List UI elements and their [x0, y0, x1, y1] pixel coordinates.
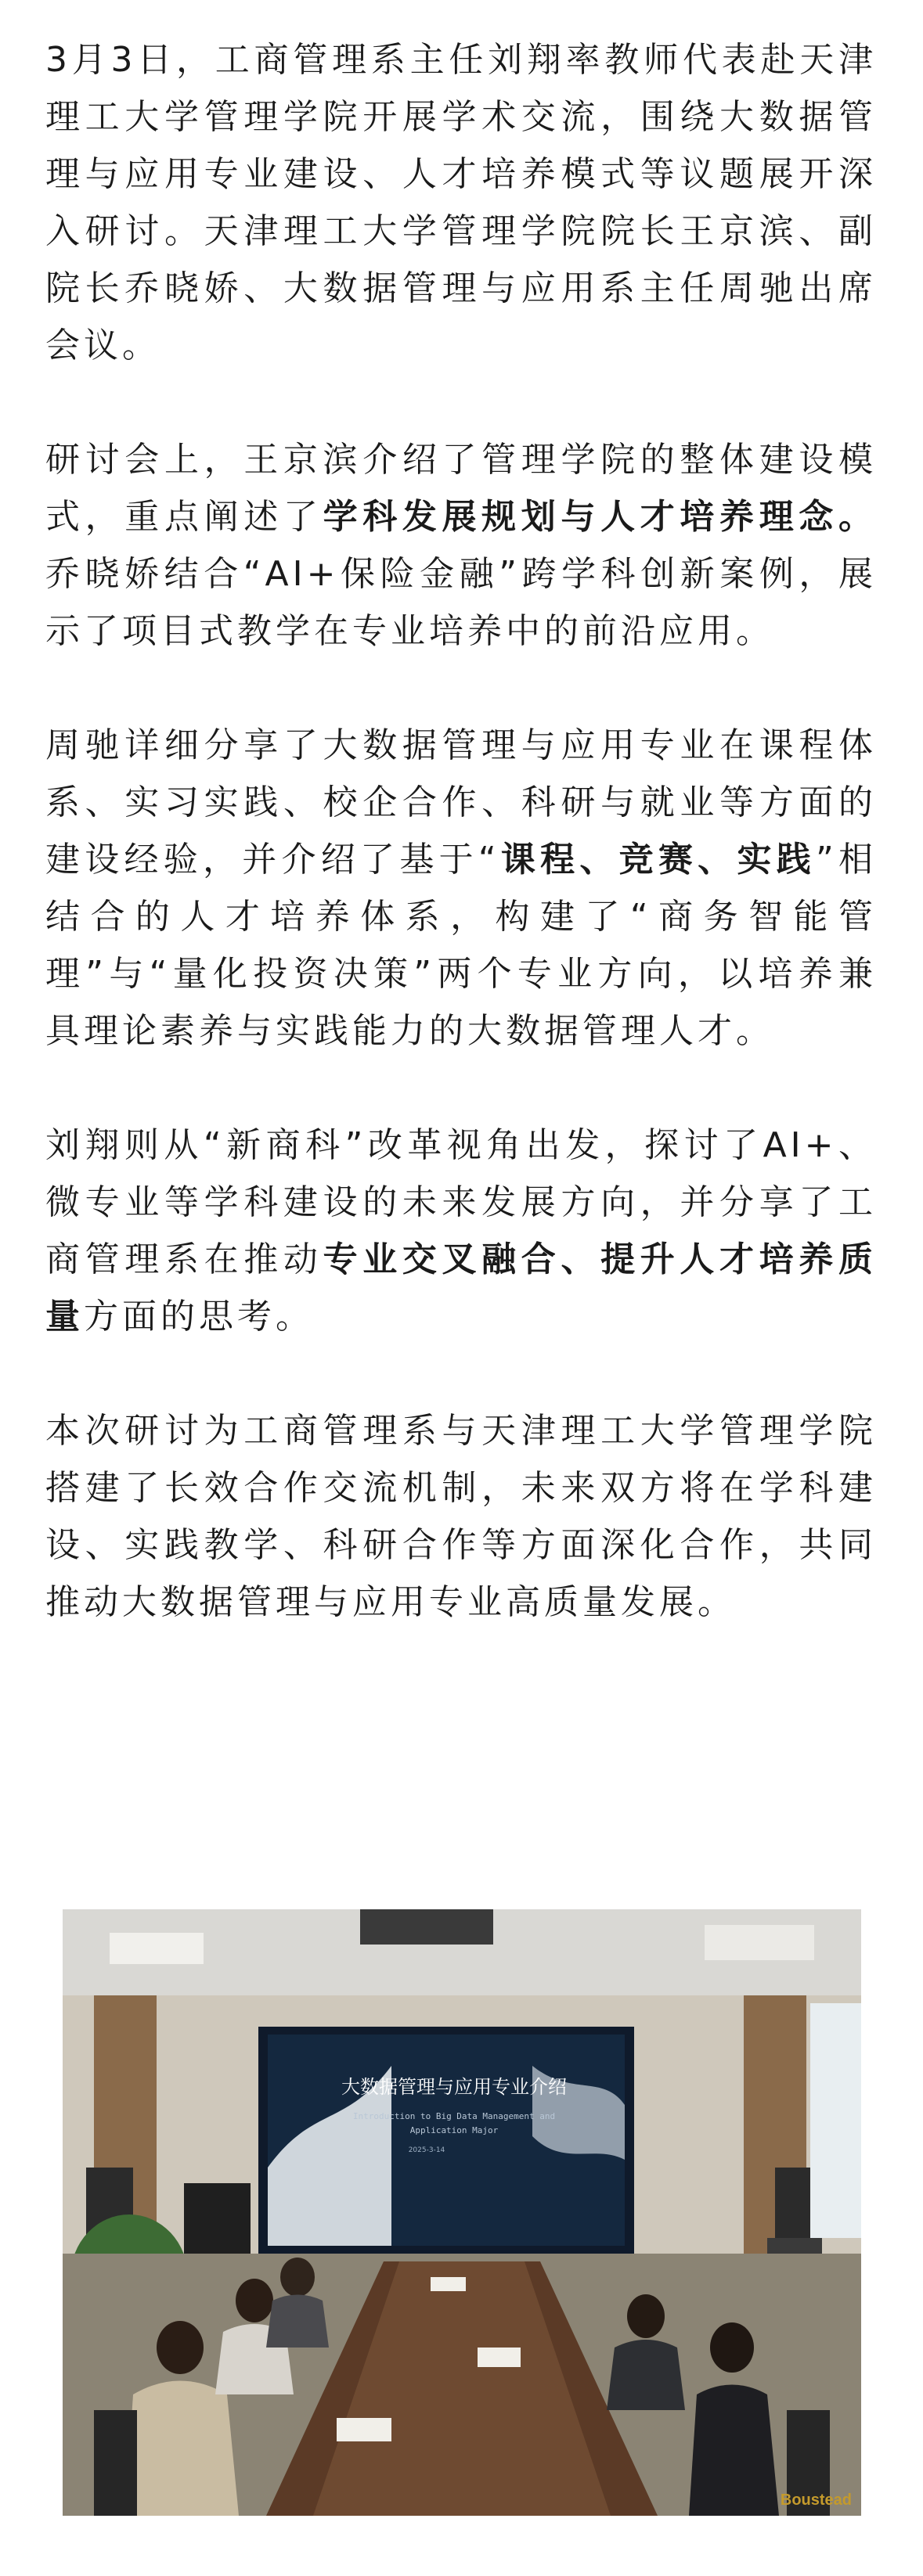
- paragraph-2: [45, 431, 877, 660]
- paragraph-2-bold: 学科发展规划与人才培养理念。: [323, 497, 878, 537]
- paragraph-3-bold: 课程、竞赛、实践: [499, 840, 816, 880]
- screen-subtitle-line-2: Application Major: [409, 2125, 499, 2135]
- paragraph-1-text: 3月3日，工商管理系主任刘翔率教师代表赴天津理工大学管理学院开展学术交流，围绕大数据管理与应用专业建设、人才培养模式等议题展开深入研讨。天津理工大学管理学院院长王京滨、副院长乔晓娇、大数据管理与应用系主任周驰出席会议。: [45, 40, 877, 365]
- paragraph-5: [45, 1402, 877, 1631]
- paragraph-2-text-c: 乔晓娇结合“AI+保险金融”跨学科创新案例，展示了项目式教学在专业培养中的前沿应用。: [45, 554, 877, 651]
- paragraph-1: [45, 31, 877, 374]
- screen-title: 大数据管理与应用专业介绍: [341, 2076, 567, 2098]
- paragraph-4: [45, 1117, 877, 1345]
- paragraph-3: [45, 717, 877, 1060]
- paragraph-4-bold: 专业交叉融合、提升人才培养质量: [45, 1239, 878, 1337]
- screen-subtitle-line-1: Introduction to Big Data Management and: [352, 2111, 556, 2121]
- meeting-photo: [63, 1909, 861, 2516]
- screen-date: 2025-3-14: [408, 2146, 445, 2154]
- paragraph-4-text-c: 方面的思考。: [84, 1297, 314, 1337]
- paragraph-3-text-c: ”相结合的人才培养体系，构建了“商务智能管理”与“量化投资决策”两个专业方向，以培养兼具理论素养与实践能力的大数据管理人才。: [45, 840, 878, 1051]
- watermark-logo: Boustead: [780, 2491, 852, 2509]
- paragraph-5-text: 本次研讨为工商管理系与天津理工大学管理学院搭建了长效合作交流机制，未来双方将在学科建设、实践教学、科研合作等方面深化合作，共同推动大数据管理与应用专业高质量发展。: [45, 1411, 877, 1622]
- paragraph-2-text-a: 研讨会上，王京滨介绍了管理学院的整体建设模式，重点阐述了: [45, 440, 877, 537]
- paragraph-3-text-a: 周驰详细分享了大数据管理与应用专业在课程体系、实习实践、校企合作、科研与就业等方面的建设经验，并介绍了基于“: [45, 725, 877, 880]
- paragraph-4-text-a: 刘翔则从“新商科”改革视角出发，探讨了AI+、微专业等学科建设的未来发展方向，并分享了工商管理系在推动: [45, 1125, 877, 1279]
- meeting-photo-illustration: [63, 1909, 861, 2516]
- article-body: [45, 31, 877, 1688]
